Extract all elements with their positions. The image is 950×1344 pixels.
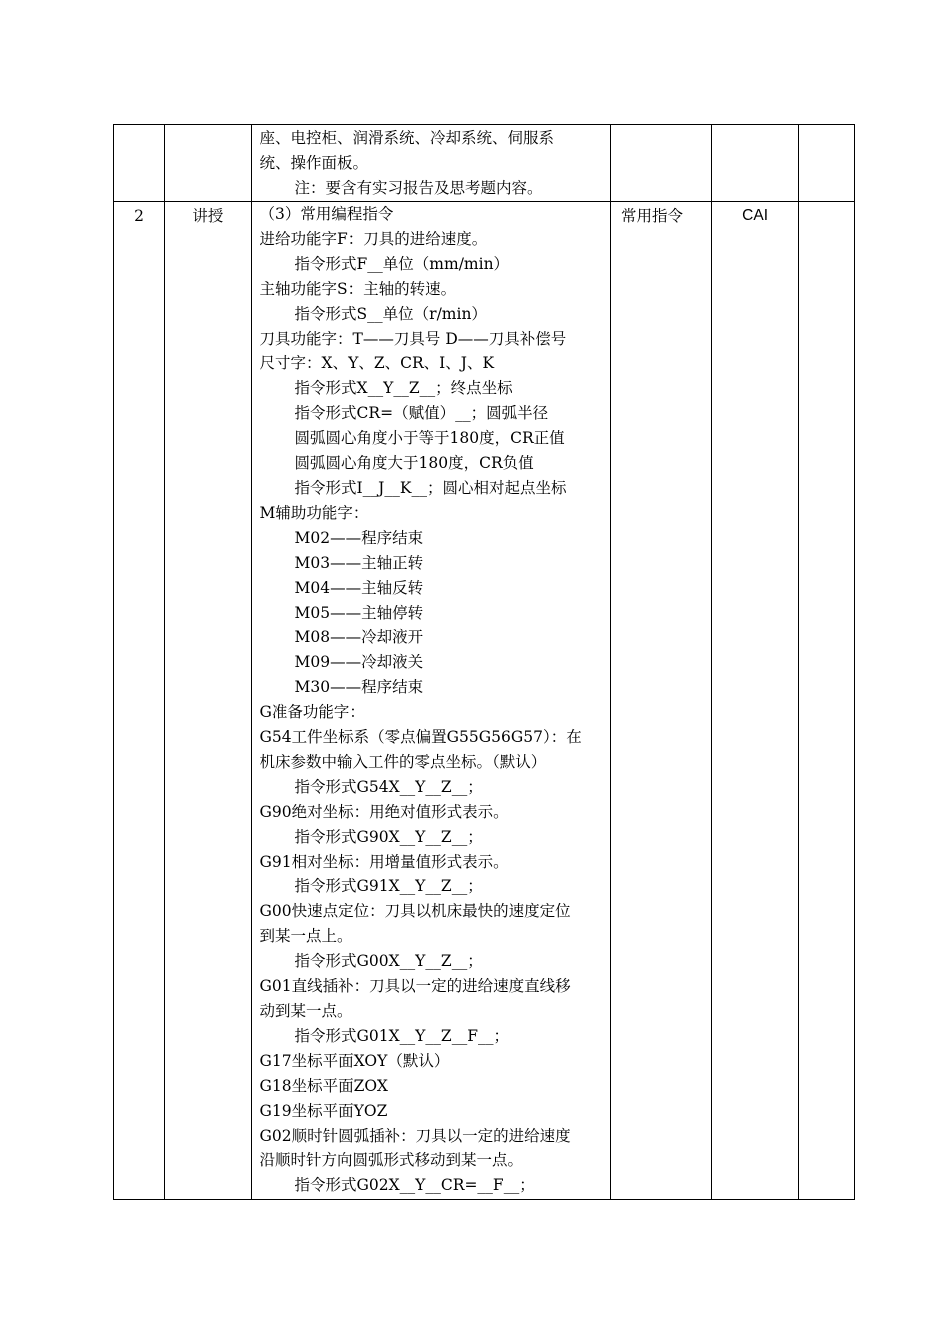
content-line: 动到某一点。 — [259, 1002, 353, 1020]
content-line: M辅助功能字： — [259, 503, 369, 522]
content-line: G90绝对坐标：用绝对值形式表示。 — [259, 802, 509, 821]
content-cell — [251, 202, 610, 1200]
content-line: 指令形式X__Y__Z__；终点坐标 — [294, 379, 513, 398]
remark-cell — [798, 202, 854, 1200]
key-point-cell: 常用指令 — [611, 202, 712, 1200]
content-line: G18坐标平面ZOX — [259, 1076, 388, 1095]
content-line: M03——主轴正转 — [294, 553, 424, 572]
content-line: 到某一点上。 — [259, 927, 353, 946]
teaching-method-cell: 讲授 — [165, 202, 251, 1200]
row-number-cell: 2 — [114, 202, 165, 1200]
content-line: 沿顺时针方向圆弧形式移动到某一点。 — [259, 1151, 524, 1170]
content-line: M30——程序结束 — [294, 678, 424, 697]
content-line: 指令形式F__单位（mm/min） — [294, 254, 510, 273]
table-row — [114, 125, 855, 202]
lesson-plan-table — [113, 124, 855, 1200]
content-line: G91相对坐标：用增量值形式表示。 — [259, 852, 509, 871]
content-line: 指令形式CR=（赋值）__；圆弧半径 — [294, 404, 549, 423]
table-row — [114, 202, 855, 1200]
content-line: G02顺时针圆弧插补：刀具以一定的进给速度 — [259, 1126, 571, 1145]
content-line: G17坐标平面XOY（默认） — [259, 1051, 450, 1070]
content-line: 圆弧圆心角度小于等于180度，CR正值 — [294, 429, 565, 448]
content-line: 指令形式S__单位（r/min） — [294, 304, 487, 323]
content-line: 进给功能字F：刀具的进给速度。 — [259, 229, 488, 248]
content-line: 指令形式G90X__Y__Z__； — [294, 827, 483, 846]
content-line: M02——程序结束 — [294, 528, 424, 547]
content-line: 指令形式G54X__Y__Z__； — [294, 777, 483, 796]
content-line: G01直线插补：刀具以一定的进给速度直线移 — [259, 977, 571, 996]
content-line: G19坐标平面YOZ — [259, 1101, 388, 1120]
teaching-method-cell — [165, 125, 251, 202]
content-cell — [251, 125, 610, 202]
content-line: M08——冷却液开 — [294, 628, 424, 647]
content-line: 圆弧圆心角度大于180度，CR负值 — [294, 454, 534, 473]
content-line: 刀具功能字：T——刀具号 D——刀具补偿号 — [259, 329, 567, 348]
key-point-cell — [611, 125, 712, 202]
content-line: 统、操作面板。 — [259, 153, 369, 172]
content-line: 指令形式G02X__Y__CR=__F__； — [294, 1176, 535, 1195]
content-line: 指令形式G91X__Y__Z__； — [294, 877, 483, 896]
content-line: 主轴功能字S：主轴的转速。 — [259, 279, 457, 298]
content-line: M05——主轴停转 — [294, 603, 424, 622]
content-line: 座、电控柜、润滑系统、冷却系统、伺服系 — [259, 129, 555, 147]
content-line: 指令形式I__J__K__；圆心相对起点坐标 — [294, 478, 567, 497]
content-line: G54工件坐标系（零点偏置G55G56G57）：在 — [259, 728, 582, 747]
teaching-means-cell: CAI — [712, 202, 798, 1200]
content-line: 尺寸字：X、Y、Z、CR、I、J、K — [259, 354, 495, 373]
content-line: 机床参数中输入工件的零点坐标。（默认） — [259, 752, 547, 771]
row-number-cell — [114, 125, 165, 202]
content-line: 指令形式G00X__Y__Z__； — [294, 952, 483, 971]
content-line: 指令形式G01X__Y__Z__F__； — [294, 1026, 509, 1045]
content-line: M09——冷却液关 — [294, 653, 424, 672]
content-line: 注：要含有实习报告及思考题内容。 — [294, 178, 543, 197]
teaching-means-cell — [712, 125, 798, 202]
content-line: M04——主轴反转 — [294, 578, 424, 597]
content-line: G00快速点定位：刀具以机床最快的速度定位 — [259, 902, 571, 921]
content-line: G准备功能字： — [259, 703, 365, 722]
content-line: （3）常用编程指令 — [259, 205, 394, 223]
remark-cell — [798, 125, 854, 202]
